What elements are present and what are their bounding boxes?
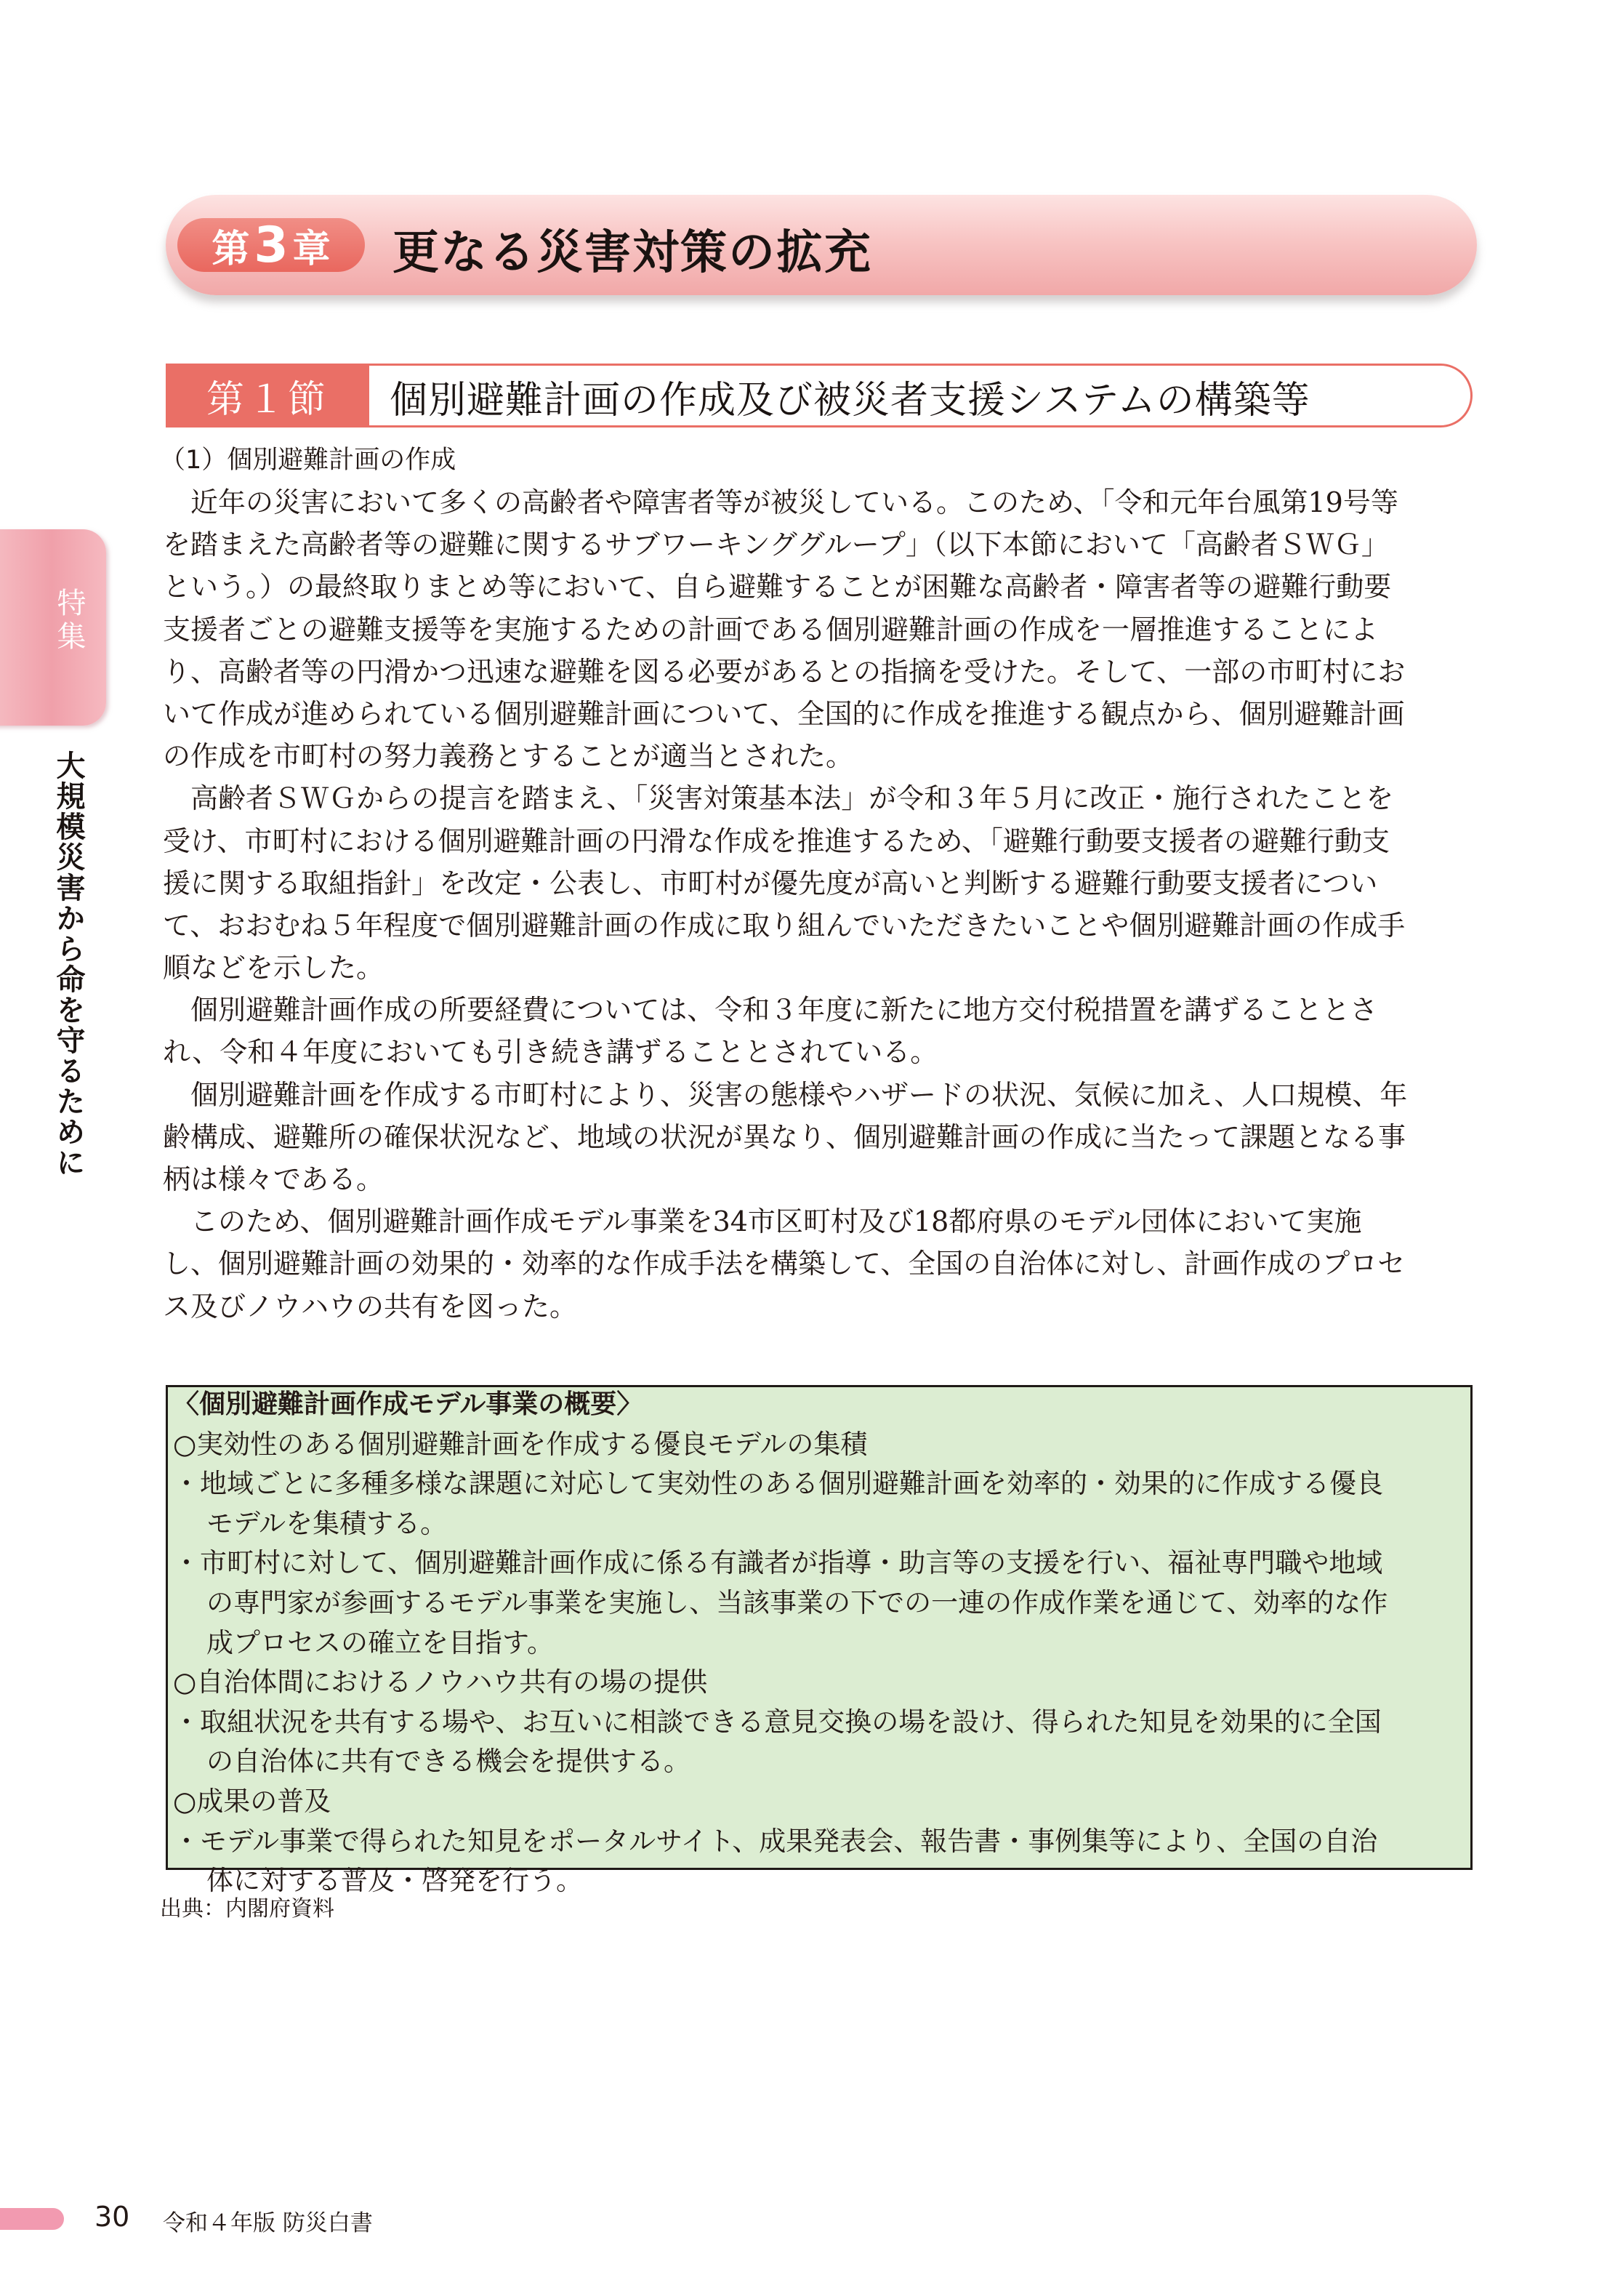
summary-line: の専門家が参画するモデル事業を実施し、当該事業の下での一連の作成作業を通じて、効率的な作 bbox=[206, 1586, 1388, 1618]
body-line: り、高齢者等の円滑かつ迅速な避難を図る必要があるとの指摘を受けた。そして、一部の市町村にお bbox=[163, 655, 1406, 688]
sub-heading: （1）個別避難計画の作成 bbox=[160, 446, 456, 475]
summary-line: モデルを集積する。 bbox=[206, 1507, 448, 1539]
summary-line: ・モデル事業で得られた知見をポータルサイト、成果発表会、報告書・事例集等により、全国の自治 bbox=[173, 1825, 1378, 1857]
chapter-label-suffix: 章 bbox=[292, 227, 331, 271]
body-text bbox=[163, 481, 1471, 1328]
body-line: て、おおむね５年程度で個別避難計画の作成に取り組んでいただきたいことや個別避難計画の作成手 bbox=[163, 909, 1406, 942]
section-label: 第１節 bbox=[166, 364, 369, 428]
summary-line: ○実効性のある個別避難計画を作成する優良モデルの集積 bbox=[173, 1428, 868, 1460]
side-tab-label: 特集 bbox=[52, 587, 86, 654]
body-line: いて作成が進められている個別避難計画について、全国的に作成を推進する観点から、個別避難計画 bbox=[163, 697, 1405, 730]
chapter-label-prefix: 第 bbox=[212, 227, 250, 271]
chapter-number: 3 bbox=[254, 216, 289, 274]
body-line: 高齢者ＳＷＧからの提言を踏まえ、「災害対策基本法」が令和３年５月に改正・施行されたことを bbox=[163, 782, 1394, 815]
body-line: れ、令和４年度においても引き続き講ずることとされている。 bbox=[163, 1036, 938, 1069]
body-line: このため、個別避難計画作成モデル事業を34市区町村及び18都府県のモデル団体において実施 bbox=[163, 1205, 1362, 1238]
body-line: 齢構成、避難所の確保状況など、地域の状況が異なり、個別避難計画の作成に当たって課題となる事 bbox=[163, 1120, 1406, 1153]
body-line: 支援者ごとの避難支援等を実施するための計画である個別避難計画の作成を一層推進することによ bbox=[163, 613, 1379, 646]
body-line: 近年の災害において多くの高齢者や障害者等が被災している。このため、「令和元年台風第19号等 bbox=[163, 486, 1398, 518]
summary-line: ・地域ごとに多種多様な課題に対応して実効性のある個別避難計画を効率的・効果的に作成する優良 bbox=[173, 1468, 1383, 1500]
summary-line: 成プロセスの確立を目指す。 bbox=[206, 1626, 555, 1658]
page-number: 30 bbox=[94, 2201, 130, 2233]
body-line: 個別避難計画作成の所要経費については、令和３年度に新たに地方交付税措置を講ずることとさ bbox=[163, 994, 1378, 1027]
summary-line: ・取組状況を共有する場や、お互いに相談できる意見交換の場を設け、得られた知見を効果的に全国 bbox=[173, 1706, 1382, 1738]
summary-line: 体に対する普及・啓発を行う。 bbox=[206, 1865, 583, 1897]
summary-line: の自治体に共有できる機会を提供する。 bbox=[206, 1746, 690, 1778]
summary-line: ・市町村に対して、個別避難計画作成に係る有識者が指導・助言等の支援を行い、福祉専門職や地域 bbox=[173, 1547, 1383, 1579]
body-line: 受け、市町村における個別避難計画の円滑な作成を推進するため、「避難行動要支援者の避難行動支 bbox=[163, 824, 1390, 857]
body-line: を踏まえた高齢者等の避難に関するサブワーキンググループ」（以下本節において「高齢者ＳＷＧ」 bbox=[163, 529, 1389, 561]
summary-content bbox=[173, 1385, 1467, 1901]
summary-title: 〈個別避難計画作成モデル事業の概要〉 bbox=[173, 1389, 643, 1419]
body-line: の作成を市町村の努力義務とすることが適当とされた。 bbox=[163, 740, 854, 773]
body-line: 順などを示した。 bbox=[163, 952, 384, 984]
summary-line: ○成果の普及 bbox=[173, 1785, 331, 1817]
source-note: 出典：内閣府資料 bbox=[160, 1896, 334, 1922]
body-line: し、個別避難計画の効果的・効率的な作成手法を構築して、全国の自治体に対し、計画作成のプロセ bbox=[163, 1248, 1406, 1280]
side-section-title: 大規模災害から命を守るために bbox=[52, 750, 85, 1178]
book-title: 令和４年版 防災白書 bbox=[163, 2210, 373, 2236]
section-title: 個別避難計画の作成及び被災者支援システムの構築等 bbox=[390, 379, 1310, 422]
body-line: 個別避難計画を作成する市町村により、災害の態様やハザードの状況、気候に加え、人口規模、年 bbox=[163, 1078, 1408, 1111]
chapter-label bbox=[177, 218, 365, 272]
body-line: 援に関する取組指針」を改定・公表し、市町村が優先度が高いと判断する避難行動要支援者につい bbox=[163, 867, 1378, 899]
chapter-title: 更なる災害対策の拡充 bbox=[392, 226, 872, 280]
body-line: という。）の最終取りまとめ等において、自ら避難することが困難な高齢者・障害者等の避難行動要 bbox=[163, 571, 1392, 603]
body-line: 柄は様々である。 bbox=[163, 1163, 384, 1195]
body-line: ス及びノウハウの共有を図った。 bbox=[163, 1290, 578, 1322]
summary-line: ○自治体間におけるノウハウ共有の場の提供 bbox=[173, 1666, 708, 1698]
footer-accent-bar bbox=[0, 2208, 64, 2230]
